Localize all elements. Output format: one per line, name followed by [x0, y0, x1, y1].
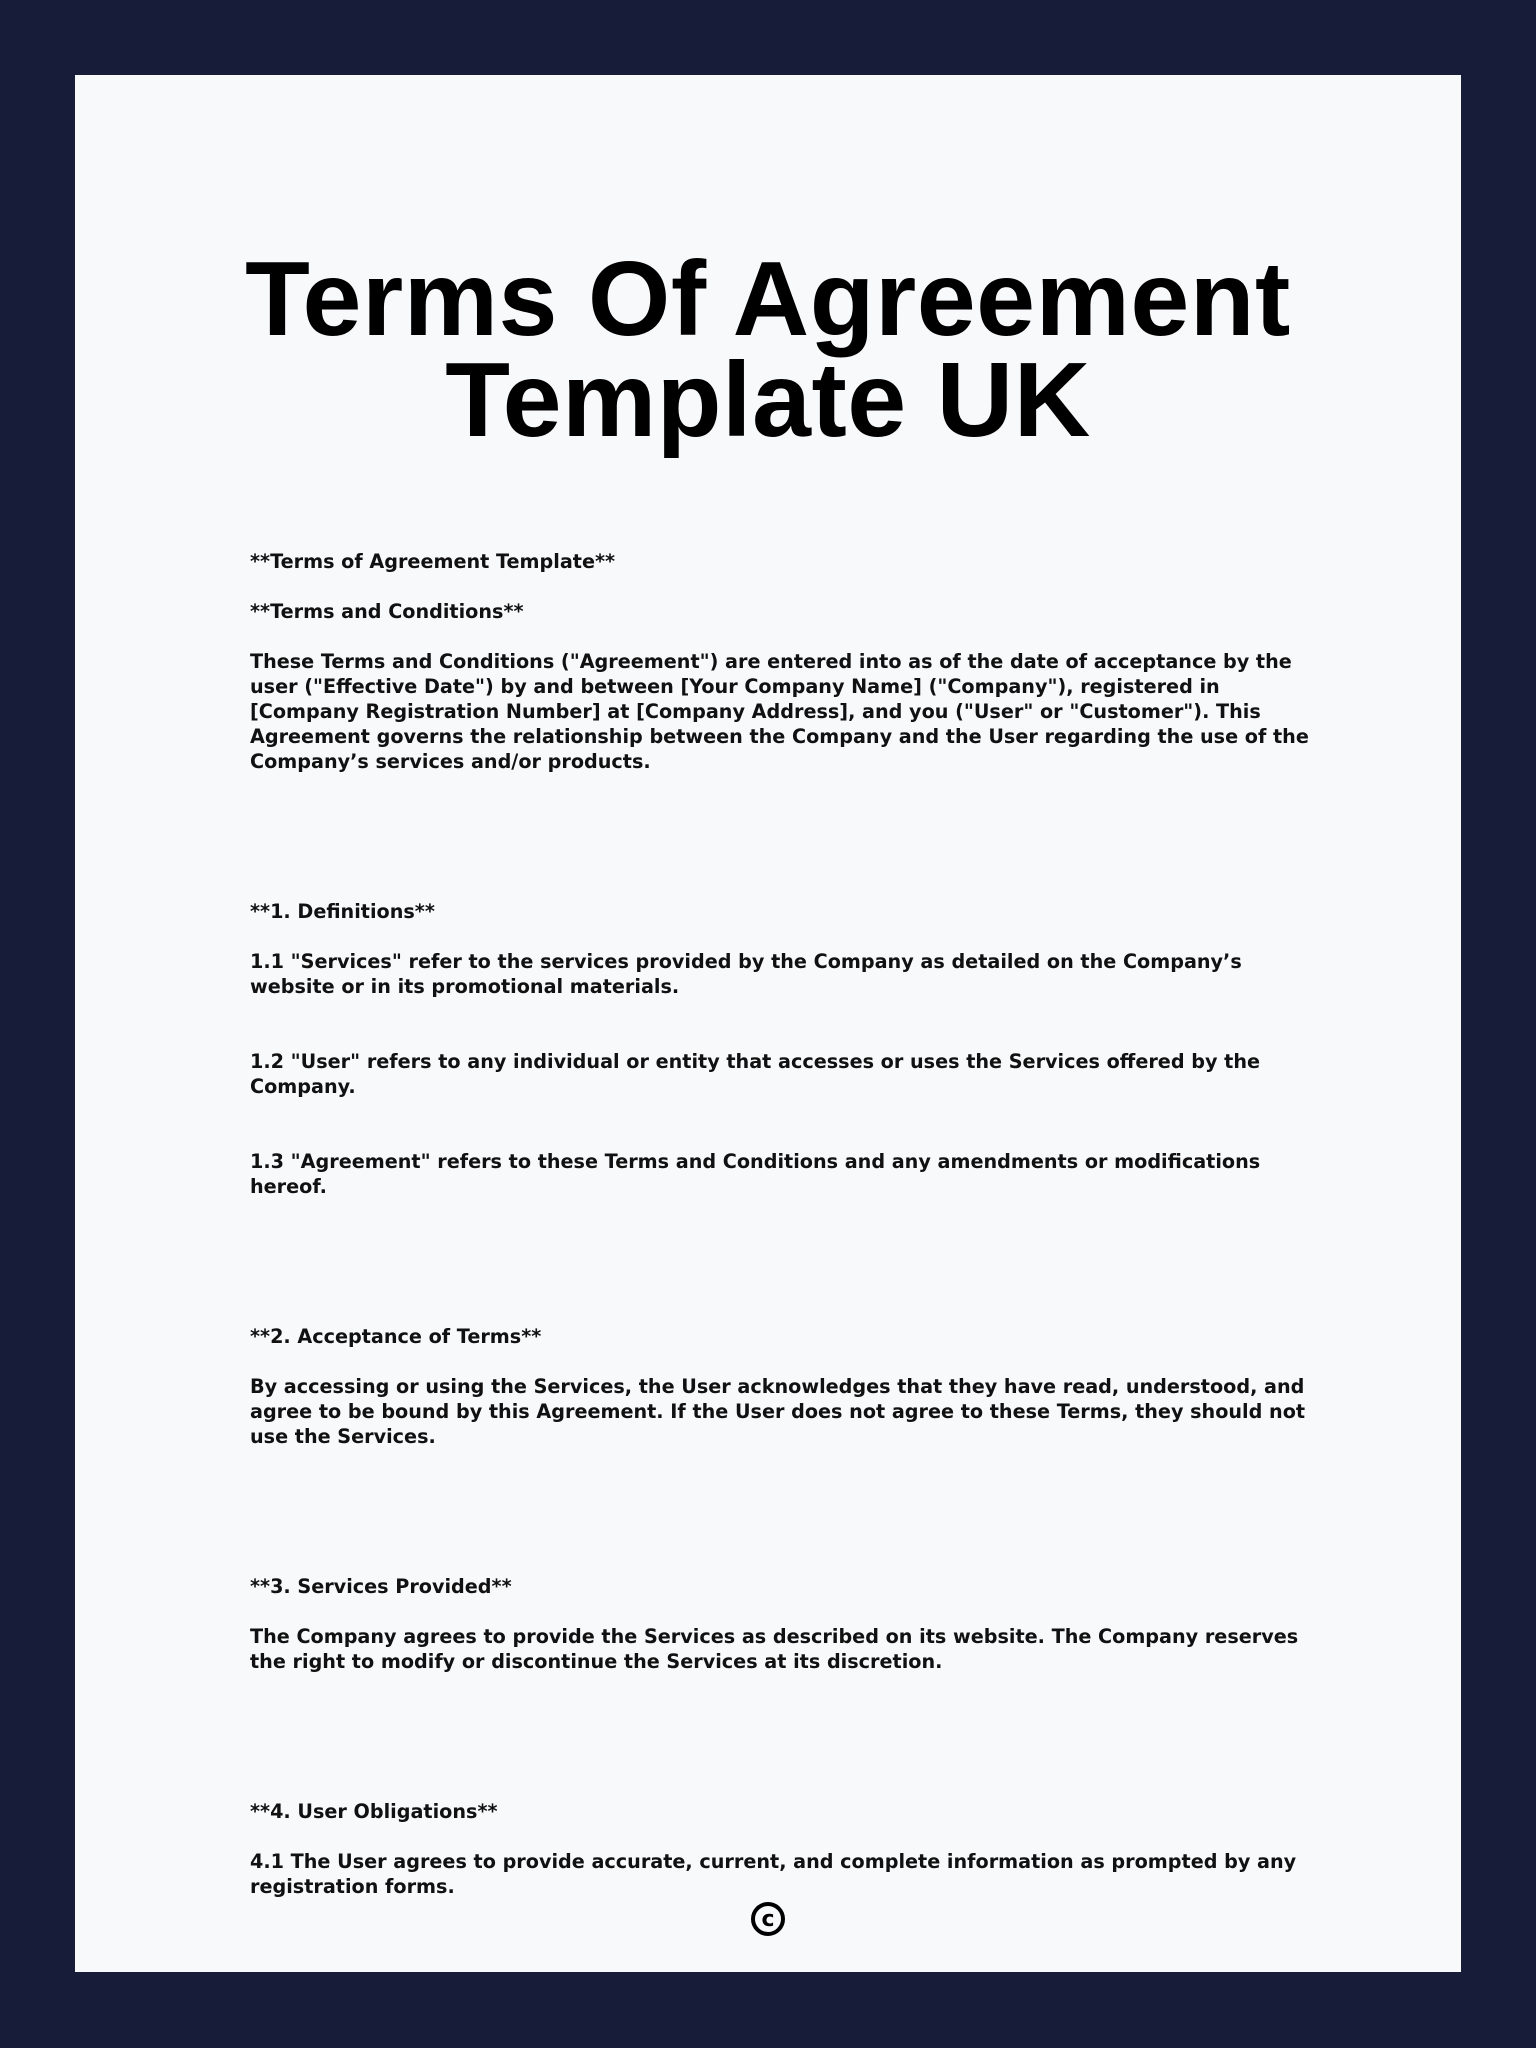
- section-heading-services: **3. Services Provided**: [250, 1575, 512, 1598]
- obligation-4-1: 4.1 The User agrees to provide accurate, current, and complete information as prompted by any registration forms.: [250, 1850, 1297, 1898]
- document-page: [75, 75, 1461, 1972]
- section-heading-definitions: **1. Definitions**: [250, 900, 435, 923]
- definition-1-1: 1.1 "Services" refer to the services provided by the Company as detailed on the Company’s website or in its promotional materials.: [250, 950, 1242, 998]
- title-line-1: Terms Of Agreement: [245, 240, 1291, 358]
- template-heading: **Terms of Agreement Template**: [250, 550, 616, 573]
- copyright-symbol: c: [751, 1902, 785, 1936]
- title-line-2: Template UK: [445, 341, 1091, 459]
- definition-1-3: 1.3 "Agreement" refers to these Terms and Conditions and any amendments or modifications hereof.: [250, 1150, 1261, 1198]
- definition-1-2: 1.2 "User" refers to any individual or entity that accesses or uses the Services offered by the Company.: [250, 1050, 1260, 1098]
- terms-heading: **Terms and Conditions**: [250, 600, 524, 623]
- services-paragraph: The Company agrees to provide the Services as described on its website. The Company reserves the right to modify or discontinue the Services at its discretion.: [250, 1625, 1299, 1673]
- intro-paragraph: These Terms and Conditions ("Agreement") are entered into as of the date of acceptance by the user ("Effective Date") by and between [Your Company Name] ("Company"), registered in [Company Registration Number] at [Company Address], and you ("User" or "Customer"). This Agreement governs the relationship between the Company and the User regarding the use of the Company’s services and/or products.: [250, 650, 1309, 773]
- acceptance-paragraph: By accessing or using the Services, the User acknowledges that they have read, understood, and agree to be bound by this Agreement. If the User does not agree to these Terms, they should not use the Services.: [250, 1375, 1306, 1448]
- copyright-icon: [75, 1902, 1461, 1936]
- document-title: [75, 240, 1461, 459]
- document-body: [250, 549, 1310, 1899]
- section-heading-obligations: **4. User Obligations**: [250, 1800, 498, 1823]
- section-heading-acceptance: **2. Acceptance of Terms**: [250, 1325, 542, 1348]
